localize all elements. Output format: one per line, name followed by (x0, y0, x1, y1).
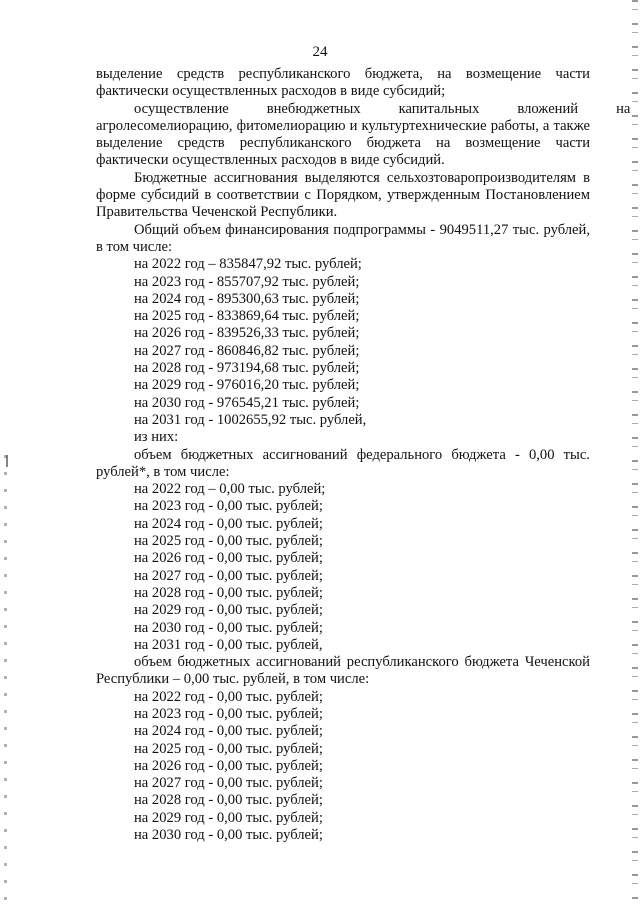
of-them-label: из них: (134, 429, 179, 446)
list-item: на 2028 год - 0,00 тыс. рублей; (134, 584, 323, 601)
list-item: на 2025 год - 0,00 тыс. рублей; (134, 740, 323, 757)
paragraph-federal-budget: объем бюджетных ассигнований федерального бюджета - 0,00 тыс. рублей*, в том числе: (96, 446, 590, 480)
scan-edge-left-mark (6, 455, 8, 467)
list-item: на 2022 год – 0,00 тыс. рублей; (134, 481, 326, 498)
list-item: на 2027 год - 0,00 тыс. рублей; (134, 775, 323, 792)
list-item: на 2030 год - 976545,21 тыс. рублей; (134, 394, 360, 411)
list-item: на 2030 год - 0,00 тыс. рублей; (134, 827, 323, 844)
list-item: на 2025 год - 833869,64 тыс. рублей; (134, 308, 360, 325)
republic-budget-list (96, 689, 590, 845)
list-item: на 2026 год - 839526,33 тыс. рублей; (134, 325, 360, 342)
list-item: на 2023 год - 855707,92 тыс. рублей; (134, 273, 360, 290)
word: осуществление (134, 100, 229, 117)
list-item: на 2025 год - 0,00 тыс. рублей; (134, 533, 323, 550)
paragraph-funding-allocation: выделение средств республиканского бюджета, на возмещение части фактически осуществленных расходов в виде субсидий; (96, 66, 590, 100)
list-item: на 2022 год – 835847,92 тыс. рублей; (134, 256, 362, 273)
word: капитальных (398, 100, 480, 117)
paragraph-republic-budget: объем бюджетных ассигнований республиканского бюджета Чеченской Республики – 0,00 тыс. рублей, в том числе: (96, 654, 590, 688)
list-item: на 2024 год - 895300,63 тыс. рублей; (134, 290, 360, 307)
list-item: на 2030 год - 0,00 тыс. рублей; (134, 619, 323, 636)
total-financing-list (96, 256, 590, 429)
scan-edge-right (632, 0, 638, 905)
list-item: на 2026 год - 0,00 тыс. рублей; (134, 757, 323, 774)
list-item: на 2028 год - 0,00 тыс. рублей; (134, 792, 323, 809)
word: внебюджетных (266, 100, 361, 117)
paragraph-investments-continued: агролесомелиорацию, фитомелиорацию и культуртехнические работы, а также выделение средств республиканского бюджета на возмещение части фактически осуществленных расходов в виде субсидий. (96, 117, 590, 169)
list-item: на 2029 год - 0,00 тыс. рублей; (134, 602, 323, 619)
list-item: на 2024 год - 0,00 тыс. рублей; (134, 723, 323, 740)
word: на (616, 100, 631, 117)
document-body (96, 66, 631, 844)
list-item: на 2026 год - 0,00 тыс. рублей; (134, 550, 323, 567)
list-item: на 2024 год - 0,00 тыс. рублей; (134, 515, 323, 532)
word: вложений (517, 100, 579, 117)
list-item: на 2023 год - 0,00 тыс. рублей; (134, 498, 323, 515)
list-item: на 2023 год - 0,00 тыс. рублей; (134, 705, 323, 722)
federal-budget-list (96, 481, 590, 654)
paragraph-subsidies: Бюджетные ассигнования выделяются сельхозтоваропроизводителям в форме субсидий в соответствии с Порядком, утвержденным Постановлением Правительства Чеченской Республики. (96, 169, 590, 221)
list-item: на 2031 год - 1002655,92 тыс. рублей, (134, 411, 367, 428)
paragraph-investments-first-line (96, 100, 631, 118)
list-item: на 2028 год - 973194,68 тыс. рублей; (134, 360, 360, 377)
list-item: на 2027 год - 860846,82 тыс. рублей; (134, 342, 360, 359)
list-item: на 2022 год - 0,00 тыс. рублей; (134, 688, 323, 705)
paragraph-total-financing: Общий объем финансирования подпрограммы - 9049511,27 тыс. рублей, в том числе: (96, 221, 590, 255)
scan-edge-left (4, 455, 7, 905)
list-item: на 2029 год - 976016,20 тыс. рублей; (134, 377, 360, 394)
page-number: 24 (312, 44, 328, 60)
list-item: на 2029 год - 0,00 тыс. рублей; (134, 809, 323, 826)
list-item: на 2027 год - 0,00 тыс. рублей; (134, 567, 323, 584)
list-item: на 2031 год - 0,00 тыс. рублей, (134, 636, 323, 653)
